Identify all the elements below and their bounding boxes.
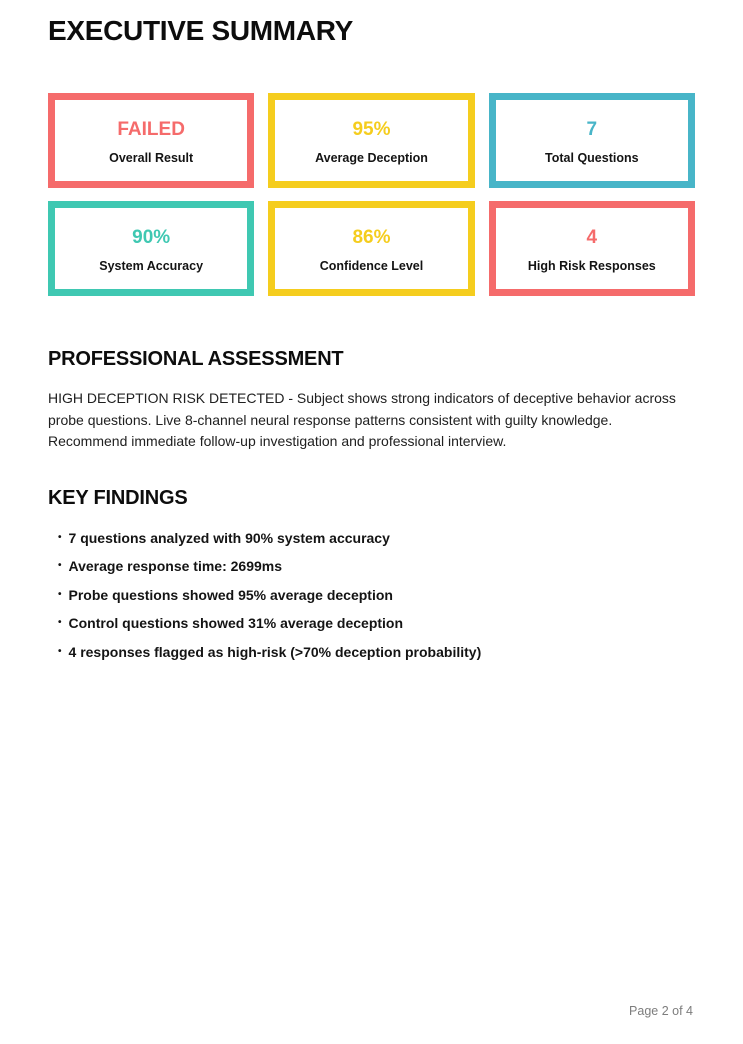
bullet-icon: • bbox=[58, 617, 62, 629]
stat-label: Overall Result bbox=[109, 151, 194, 166]
finding-text: 7 questions analyzed with 90% system accuracy bbox=[68, 529, 390, 546]
page-number: Page 2 of 4 bbox=[629, 1004, 693, 1018]
stat-card bbox=[48, 201, 254, 296]
stat-card bbox=[268, 93, 474, 188]
findings-heading: KEY FINDINGS bbox=[48, 486, 188, 509]
findings-list bbox=[48, 531, 695, 660]
stat-label: Total Questions bbox=[545, 151, 639, 166]
stat-value: 4 bbox=[586, 227, 598, 249]
finding-text: Average response time: 2699ms bbox=[68, 558, 282, 575]
bullet-icon: • bbox=[58, 531, 62, 543]
stat-value: 86% bbox=[352, 227, 391, 249]
assessment-paragraph: HIGH DECEPTION RISK DETECTED - Subject shows strong indicators of deceptive behavior across probe questions. Live 8-channel neural response patterns consistent with guilty knowledge. Recommend immediate follow-up investigation and professional interview. bbox=[48, 390, 676, 450]
stats-grid bbox=[48, 93, 695, 296]
finding-text: Control questions showed 31% average deception bbox=[68, 615, 404, 632]
finding-text: Probe questions showed 95% average deception bbox=[68, 586, 393, 603]
assessment-section bbox=[48, 348, 695, 453]
finding-item bbox=[58, 559, 695, 574]
page-title: EXECUTIVE SUMMARY bbox=[48, 15, 354, 46]
finding-item bbox=[58, 645, 695, 660]
findings-section bbox=[48, 487, 695, 660]
stat-value: FAILED bbox=[117, 119, 185, 141]
bullet-icon: • bbox=[58, 588, 62, 600]
stat-label: High Risk Responses bbox=[527, 259, 656, 274]
stat-card bbox=[489, 93, 695, 188]
stat-label: System Accuracy bbox=[99, 259, 204, 274]
finding-item bbox=[58, 616, 695, 631]
stat-card bbox=[48, 93, 254, 188]
bullet-icon: • bbox=[58, 645, 62, 657]
stat-value: 95% bbox=[352, 119, 391, 141]
stat-label: Confidence Level bbox=[319, 259, 424, 274]
stat-label: Average Deception bbox=[315, 151, 428, 166]
stat-value: 90% bbox=[132, 227, 171, 249]
stat-value: 7 bbox=[586, 119, 598, 141]
stat-card bbox=[489, 201, 695, 296]
finding-item bbox=[58, 588, 695, 603]
bullet-icon: • bbox=[58, 560, 62, 572]
assessment-heading: PROFESSIONAL ASSESSMENT bbox=[48, 348, 344, 371]
finding-item bbox=[58, 531, 695, 546]
stat-card bbox=[268, 201, 474, 296]
finding-text: 4 responses flagged as high-risk (>70% deception probability) bbox=[68, 643, 482, 660]
